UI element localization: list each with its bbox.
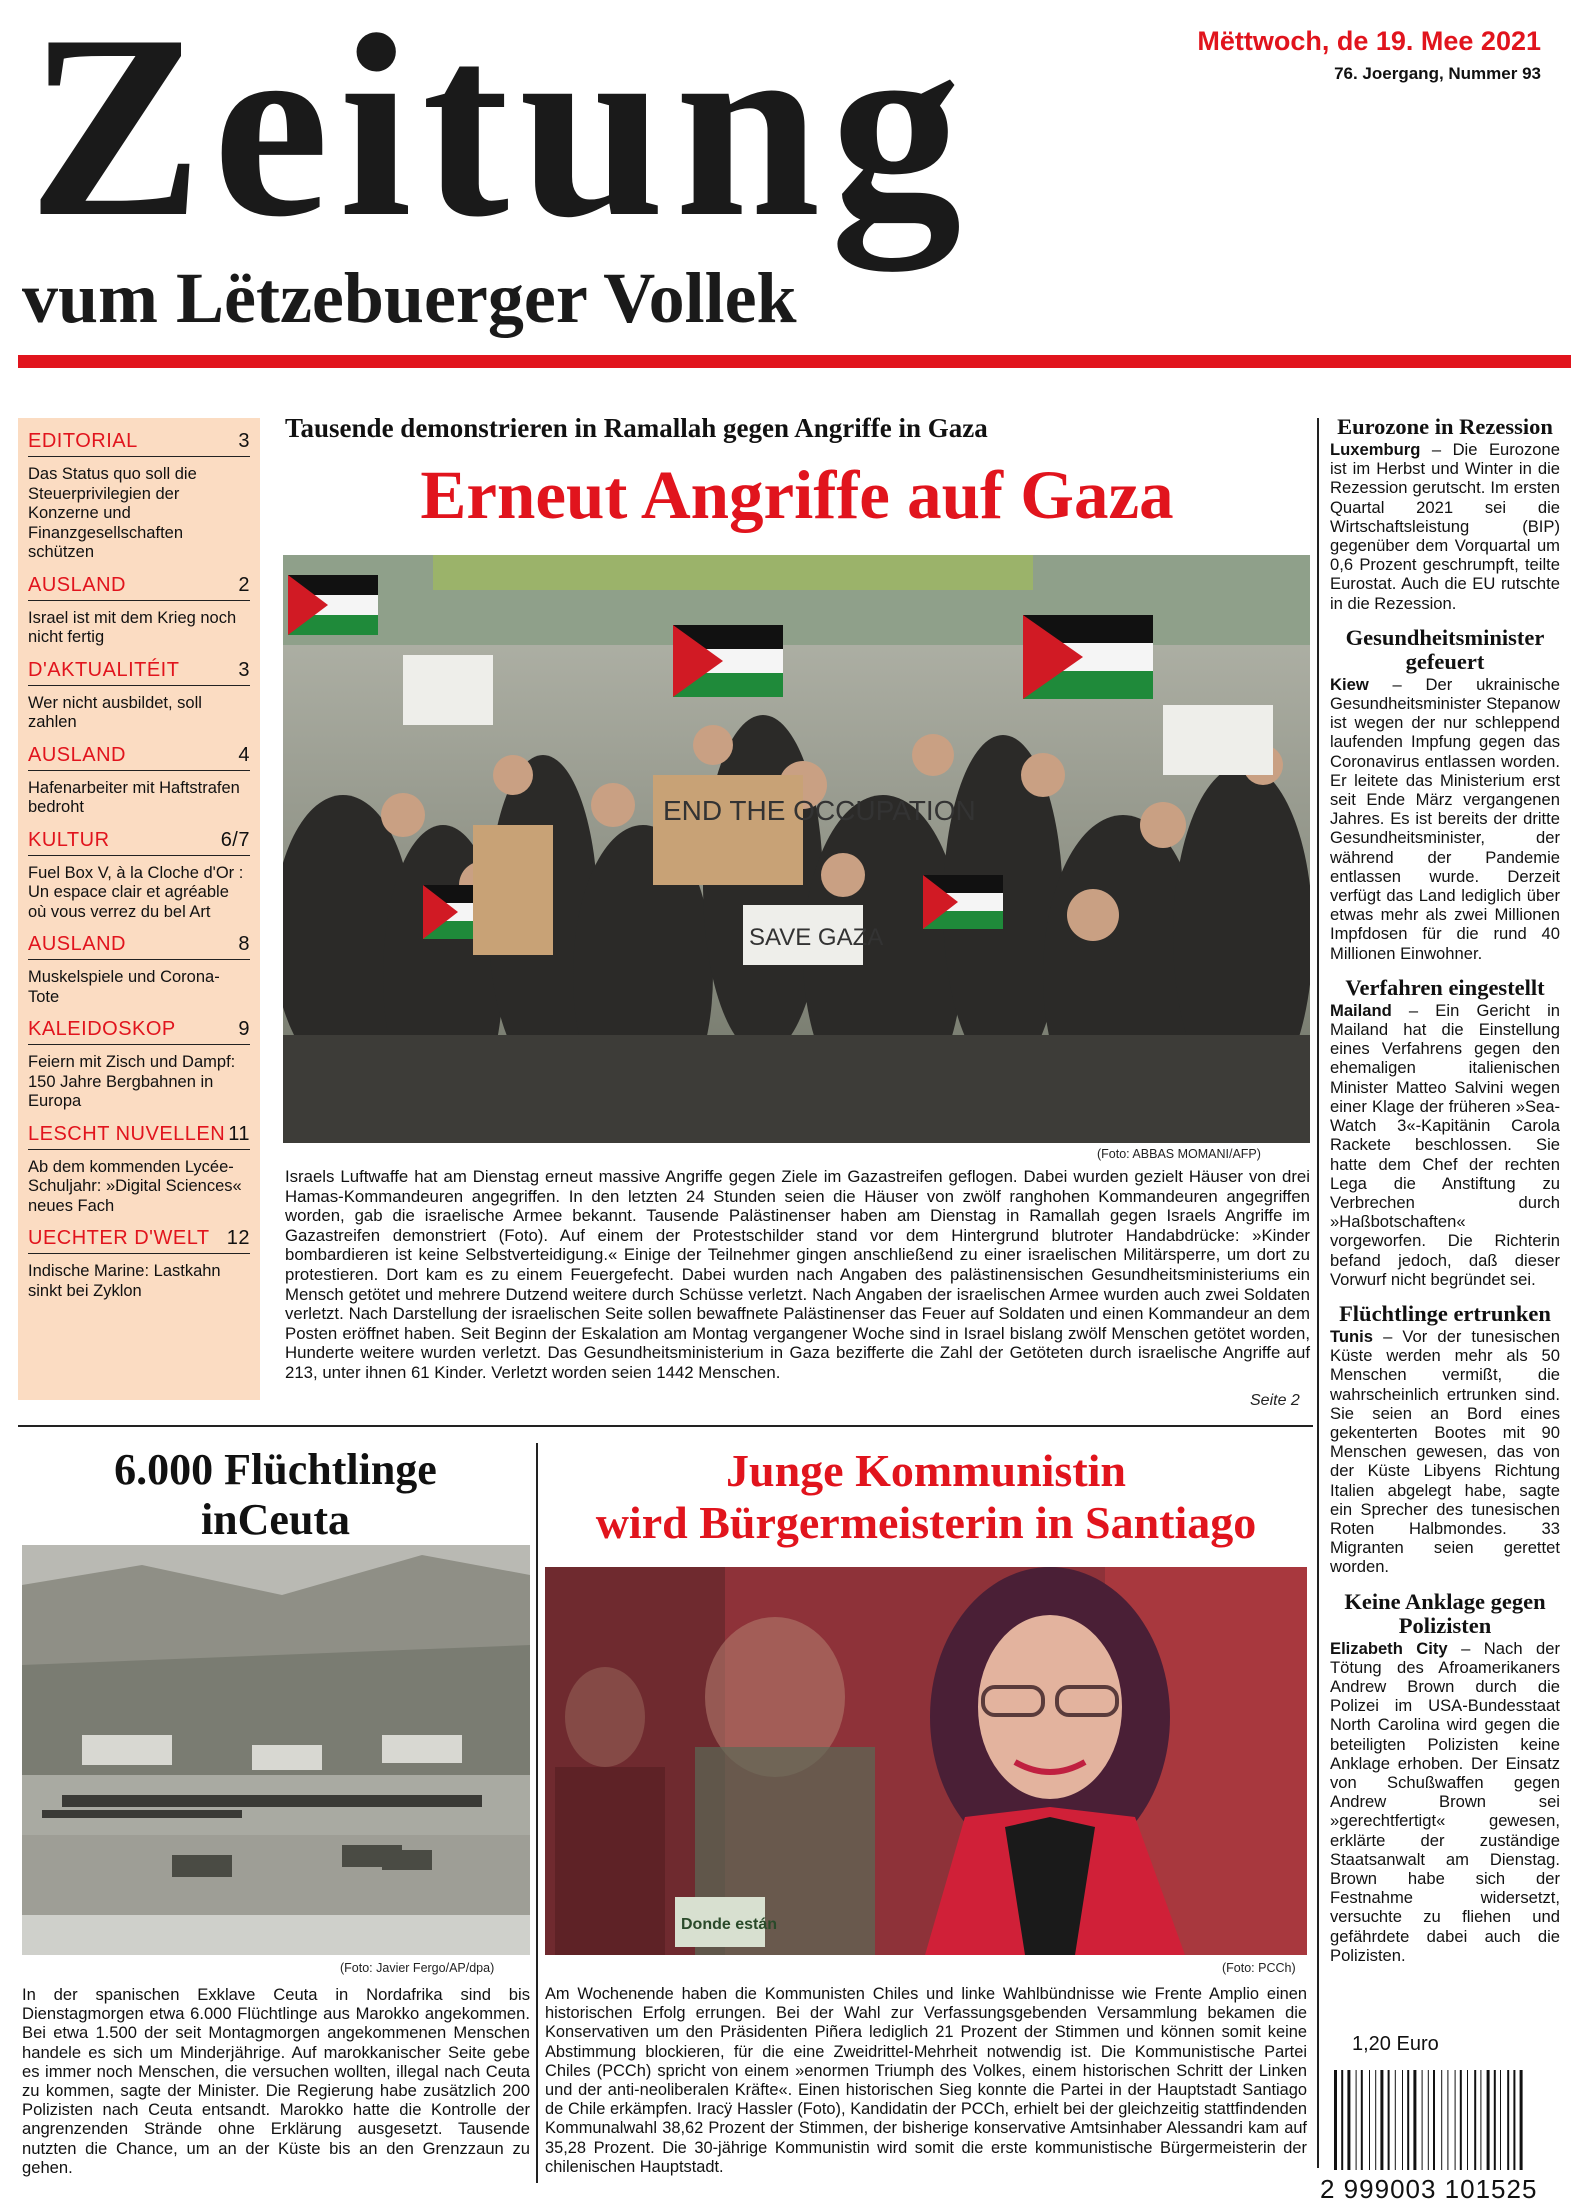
index-entry[interactable] xyxy=(28,657,250,733)
ceuta-headline-line2: inCeuta xyxy=(200,1495,351,1544)
barcode-bar xyxy=(1467,2070,1468,2170)
brief-text: – Die Eurozone ist im Herbst und Winter in die Rezession gerutscht. Im ersten Quartal 2021 sei die Wirtschaftsleistung (BIP) gegenüber dem Vorquartal um 0,6 Prozent geschrumpft, teilte Eurostat. Auch die EU rutschte in die Rezession. xyxy=(1330,440,1560,613)
brief-body xyxy=(1330,1639,1560,1965)
brief-text: – Vor der tunesischen Küste werden mehr als 50 Menschen vermißt, die wahrscheinlich ertrunken sind. Sie seien an Bord eines gekenterten Bootes mit 90 Menschen gewesen, das von der Küste Libyens Richtung Italien abgelegt habe, sagte ein Sprecher des tunesischen Roten Halbmondes. 33 Migranten seien gerettet worden. xyxy=(1330,1326,1560,1577)
ceuta-photo-credit: (Foto: Javier Fergo/AP/dpa) xyxy=(340,1961,495,1975)
index-entry-heading xyxy=(28,657,250,686)
santiago-photo-credit: (Foto: PCCh) xyxy=(1222,1961,1296,1975)
section-rule xyxy=(18,1425,1313,1427)
index-page-number: 2 xyxy=(238,573,250,596)
ceuta-headline[interactable] xyxy=(18,1445,533,1545)
ceuta-headline-line1: 6.000 Flüchtlinge xyxy=(114,1445,437,1494)
lead-jump[interactable]: Seite 2 xyxy=(1250,1392,1300,1409)
index-teaser: Indische Marine: Lastkahn sinkt bei Zyklon xyxy=(28,1262,221,1300)
masthead-subtitle: vum Lëtzebuerger Vollek xyxy=(22,258,797,338)
brief-text: – Der ukrainische Gesundheitsminister Stepanow ist wegen der nur schleppend laufenden Impfung gegen das Coronavirus entlassen worden. Er leitete das Ministerium erst seit Ende März vergangenen Jahres. Es ist bereits der dritte Gesundheitsminister, der während der Pandemie entlassen wurde. Derzeit verfügt das Land lediglich über etwas mehr als zwei Millionen Impfdosen für die rund 40 Millionen Einwohner. xyxy=(1330,674,1560,963)
brief-dateline: Luxemburg xyxy=(1330,440,1421,459)
index-teaser: Muskelspiele und Corona-Tote xyxy=(28,968,220,1006)
barcode-bar xyxy=(1380,2070,1383,2170)
santiago-photo[interactable] xyxy=(545,1567,1307,1955)
brief-headline[interactable]: Verfahren eingestellt xyxy=(1345,974,1545,1000)
lead-photo-credit: (Foto: ABBAS MOMANI/AFP) xyxy=(1097,1147,1261,1161)
brief-dateline: Mailand xyxy=(1330,1000,1392,1020)
index-teaser: Feiern mit Zisch und Dampf: 150 Jahre Bergbahnen in Europa xyxy=(28,1053,236,1110)
barcode-bar xyxy=(1441,2070,1442,2170)
barcode-bar xyxy=(1513,2070,1515,2170)
index-entry-heading xyxy=(28,1225,250,1254)
brief-headline[interactable]: Flüchtlinge ertrunken xyxy=(1339,1300,1551,1326)
barcode-bar xyxy=(1388,2070,1390,2170)
lead-sign-text-2: SAVE GAZA xyxy=(749,924,884,951)
brief-text: – Nach der Tötung des Afroamerikaners Andrew Brown durch die Polizei im USA-Bundesstaat North Carolina wird gegen die beteiligten Polizisten keine Anklage erhoben. Der Einsatz von Schußwaffen gegen Andrew Brown sei »gerechtfertigt« gewesen, erklärte der zuständige Staatsanwalt am Dienstag. Brown habe sich der Festnahme widersetzt, versuchte zu fliehen und gefährdete dabei auch die Polizisten. xyxy=(1330,1638,1560,1965)
ceuta-body: In der spanischen Exklave Ceuta in Nordafrika sind bis Dienstagmorgen etwa 6.000 Flüchtlinge aus Marokko angekommen. Bei etwa 1.500 der seit Montagmorgen angekommenen Menschen handele es sich um Minderjährige. Auf marokkanischer Seite gebe es immer noch Menschen, die versuchen wollten, illegal nach Ceuta zu kommen, sagte der Minister. Die Regierung habe zusätzlich 200 Polizisten nach Ceuta entsandt. Marokko hatte die Kontrolle der angrenzenden Strände ohne Erklärung ausgesetzt. Tausende nutzten die Chance, um an der Küste bis an den Grenzzaun zu gehen. xyxy=(22,1985,530,2177)
brief-dateline: Tunis xyxy=(1330,1326,1374,1346)
barcode-bar xyxy=(1402,2070,1403,2170)
barcode-bar xyxy=(1395,2070,1396,2170)
brief-headline[interactable]: Eurozone in Rezession xyxy=(1337,414,1553,439)
brief-headline[interactable]: Keine Anklage gegen Polizisten xyxy=(1344,1588,1546,1638)
barcode-bar xyxy=(1356,2070,1357,2170)
index-entry-heading xyxy=(28,572,250,601)
index-entry-heading xyxy=(28,827,250,856)
index-page-number: 3 xyxy=(238,658,250,681)
ceuta-photo-illustration xyxy=(22,1545,530,1955)
brief-text: – Ein Gericht in Mailand hat die Einstellung eines Verfahrens gegen den ehemaligen italienischen Minister Matteo Salvini wegen einer Klage der früheren »Sea-Watch 3«-Kapitänin Carola Rackete beschlossen. Sie hatte dem Chef der rechten Lega die Anstiftung zu Verbrechen durch »Haßbotschaften« vorgeworfen. Die Richterin befand jedoch, daß dieser Vorwurf nicht begründet sei. xyxy=(1330,1000,1560,1289)
index-teaser: Das Status quo soll die Steuerprivilegien der Konzerne und Finanzgesellschaften schützen xyxy=(28,465,197,561)
index-teaser: Wer nicht ausbildet, soll zahlen xyxy=(28,693,202,731)
barcode-bar xyxy=(1520,2070,1523,2170)
barcode-bar xyxy=(1433,2070,1435,2170)
santiago-sign-text: Donde están xyxy=(681,1916,778,1933)
index-entry[interactable] xyxy=(28,742,250,818)
brief-dateline: Elizabeth City xyxy=(1330,1638,1448,1658)
issue-number: 76. Joergang, Nummer 93 xyxy=(1334,64,1541,83)
barcode-bar xyxy=(1341,2070,1343,2170)
barcode-bar xyxy=(1369,2070,1370,2170)
lead-sign-text-1: END THE OCCUPATION xyxy=(663,795,976,826)
index-section-label: KULTUR xyxy=(28,828,110,851)
barcode xyxy=(1328,2070,1568,2190)
masthead-title: Zeitung xyxy=(28,0,972,271)
index-section-label: D'AKTUALITÉIT xyxy=(28,658,180,681)
barcode-bar xyxy=(1413,2070,1416,2170)
index-section-label: EDITORIAL xyxy=(28,430,138,452)
index-entry[interactable] xyxy=(28,428,250,563)
barcode-bar xyxy=(1407,2070,1409,2170)
barcode-bar xyxy=(1361,2070,1363,2170)
index-section-label: KALEIDOSKOP xyxy=(28,1018,176,1040)
index-section-label: AUSLAND xyxy=(28,933,126,955)
index-entry[interactable] xyxy=(28,1225,250,1301)
index-entry-heading xyxy=(28,1016,250,1045)
column-rule-bottom xyxy=(536,1443,538,2183)
index-page-number: 11 xyxy=(228,1122,250,1145)
lead-body: Israels Luftwaffe hat am Dienstag erneut massive Angriffe gegen Ziele im Gazastreifen geflogen. Dabei wurden gezielt Häuser von drei Hamas-Kommandeuren angegriffen. In den letzten 24 Stunden seien die Häuser von zwölf ranghohen Kommandeuren angegriffen worden, gab die israelische Armee bekannt. Tausende Palästinenser haben am Dienstag in Ramallah gegen Israels Angriffe im Gazastreifen demonstriert (Foto). Auf einem der Protestschilder stand vor dem Hintergrund blutroter Handabdrücke: »Kinder bombardieren ist keine Selbstverteidigung.« Einige der Teilnehmer gingen anschließend zu einer israelischen Militärsperre, um dort zu protestieren. Dort kam es zu einem Feuergefecht. Dabei wurden nach Angaben des palästinensischen Gesundheitsministeriums ein Mensch getötet und mehrere Dutzend weitere durch Schüsse verletzt. Nach Angaben der israelischen Armee wurden auch zwei Soldaten verletzt. Nach Darstellung der israelischen Seite sollen bewaffnete Palästinenser das Feuer auf Soldaten und einen Kommandeur an dem Posten eröffnet haben. Seit Beginn der Eskalation am Montag vergangener Woche sind in Israel bislang zwölf Menschen getötet worden, Hunderte weitere wurden verletzt. Das Gesundheitsministerium in Gaza bezifferte die Zahl der Getöteten durch israelische Angriffe auf 213, unter ihnen 61 Kinder. Verletzt worden seien 1442 Menschen. xyxy=(285,1167,1310,1382)
index-section-label: AUSLAND xyxy=(28,743,126,766)
index-entry[interactable] xyxy=(28,931,250,1007)
index-entry[interactable] xyxy=(28,1016,250,1112)
masthead-rule xyxy=(18,355,1571,368)
barcode-bar xyxy=(1460,2070,1462,2170)
index-entry-heading xyxy=(28,742,250,771)
index-entry-heading xyxy=(28,1121,250,1150)
index-teaser: Israel ist mit dem Krieg noch nicht fertig xyxy=(28,608,237,646)
index-page-number: 8 xyxy=(238,933,250,955)
barcode-digits: 2 999003 101525 xyxy=(1320,2174,1538,2204)
index-teaser: Hafenarbeiter mit Haftstrafen bedroht xyxy=(28,778,240,816)
lead-kicker: Tausende demonstrieren in Ramallah gegen Angriffe in Gaza xyxy=(285,413,988,443)
index-section-label: AUSLAND xyxy=(28,573,126,596)
index-entry[interactable] xyxy=(28,1121,250,1217)
barcode-bar xyxy=(1375,2070,1376,2170)
index-teaser: Ab dem kommenden Lycée-Schuljahr: »Digital Sciences« neues Fach xyxy=(28,1157,242,1215)
lead-headline[interactable]: Erneut Angriffe auf Gaza xyxy=(420,457,1174,533)
brief-headline[interactable]: Gesundheitsminister gefeuert xyxy=(1345,624,1545,674)
index-page-number: 9 xyxy=(238,1018,250,1040)
brief-dateline: Kiew xyxy=(1330,674,1369,694)
barcode-bar xyxy=(1422,2070,1423,2170)
brief-body xyxy=(1330,440,1560,613)
index-section-label: LESCHT NUVELLEN xyxy=(28,1122,226,1145)
index-entry-heading xyxy=(28,931,250,960)
santiago-headline-line1: Junge Kommunistin xyxy=(725,1445,1127,1496)
index-entry[interactable] xyxy=(28,827,250,923)
news-briefs xyxy=(1330,415,1560,1978)
brief-body xyxy=(1330,1001,1560,1289)
index-page-number: 12 xyxy=(226,1227,250,1249)
column-rule-right xyxy=(1317,418,1319,2168)
index-teaser: Fuel Box V, à la Cloche d'Or : Un espace clair et agréable où vous verrez du bel Art xyxy=(28,863,244,921)
ceuta-photo[interactable] xyxy=(22,1545,530,1955)
lead-photo[interactable] xyxy=(283,555,1310,1143)
lead-photo-illustration xyxy=(283,555,1310,1143)
santiago-body: Am Wochenende haben die Kommunisten Chiles und linke Wahlbündnisse wie Frente Amplio einen historischen Erfolg errungen. Bei der Wahl zur Verfassungsgebenden Versammlung bekamen die Konservativen um den Präsidenten Piñera lediglich 21 Prozent der Stimmen und können somit keine Abstimmung blockieren, für die eine Zweidrittel-Mehrheit notwendig ist. Die Kommunistische Partei Chiles (PCCh) spricht von einem »enormen Triumph des Volkes, einem historischen Schritt der Linken und der anti-neoliberalen Kräfte«. Einen historischen Sieg konnte die Partei in der Hauptstadt Santiago de Chile erkämpfen. Iracÿ Hassler (Foto), Kandidatin der PCCh, erhielt bei der gleichzeitig stattfindenden Kommunalwahl 38,62 Prozent der Stimmen, der bisherige konservative Amtsinhaber Alessandri kam auf 35,28 Prozent. Die 30-jährige Kommunistin wird somit die erste kommunistische Bürgermeisterin der chilenischen Hauptstadt. xyxy=(545,1985,1307,2176)
santiago-headline[interactable] xyxy=(540,1445,1312,1549)
barcode-bar xyxy=(1507,2070,1509,2170)
index-section-label: UECHTER D'WELT xyxy=(28,1227,210,1249)
barcode-bar xyxy=(1334,2070,1337,2170)
barcode-bar xyxy=(1428,2070,1429,2170)
barcode-bar xyxy=(1500,2070,1501,2170)
barcode-bar xyxy=(1480,2070,1481,2170)
santiago-photo-illustration xyxy=(545,1567,1307,1955)
index-page-number: 3 xyxy=(238,430,250,452)
brief-body xyxy=(1330,675,1560,963)
barcode-bar xyxy=(1447,2070,1448,2170)
barcode-bar xyxy=(1474,2070,1476,2170)
santiago-headline-line2: wird Bürgermeisterin in Santiago xyxy=(595,1497,1257,1548)
barcode-bar xyxy=(1455,2070,1456,2170)
barcode-bar xyxy=(1494,2070,1496,2170)
brief-body xyxy=(1330,1327,1560,1577)
price: 1,20 Euro xyxy=(1352,2033,1439,2055)
barcode-bar xyxy=(1487,2070,1490,2170)
issue-date: Mëttwoch, de 19. Mee 2021 xyxy=(1197,26,1541,56)
index-page-number: 6/7 xyxy=(220,828,250,851)
contents-index xyxy=(18,418,260,1400)
index-entry[interactable] xyxy=(28,572,250,648)
index-page-number: 4 xyxy=(238,743,250,766)
barcode-bar xyxy=(1347,2070,1350,2170)
index-entry-heading xyxy=(28,428,250,457)
